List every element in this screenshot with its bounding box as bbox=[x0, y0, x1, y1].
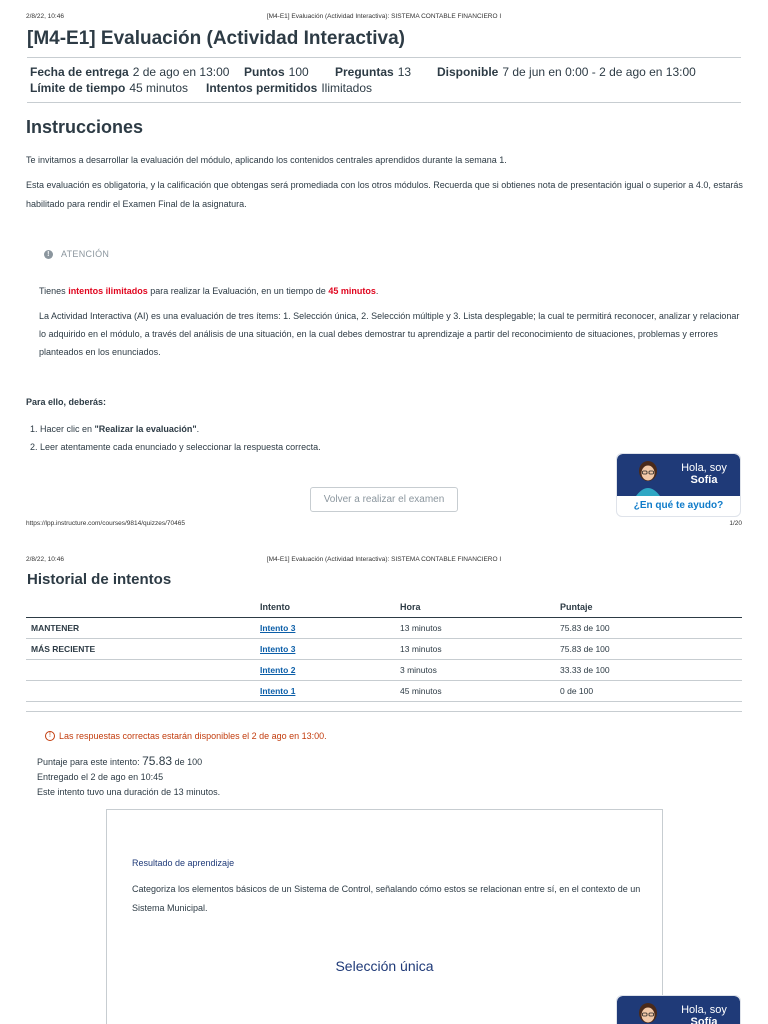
sofia-name: Sofía bbox=[690, 1016, 718, 1024]
info-icon: ! bbox=[44, 250, 53, 259]
attempt-cell bbox=[255, 638, 395, 659]
highlight-minutes: 45 minutos bbox=[328, 286, 376, 296]
due-label: Fecha de entrega bbox=[30, 65, 129, 79]
time-cell: 3 minutos bbox=[395, 659, 555, 680]
sofia-chat-widget[interactable] bbox=[616, 995, 741, 1024]
time-cell: 45 minutos bbox=[395, 680, 555, 701]
table-row bbox=[26, 659, 742, 680]
score-label: Puntaje para este intento: bbox=[37, 757, 143, 767]
questions-label: Preguntas bbox=[335, 65, 394, 79]
text: Tienes bbox=[39, 286, 69, 296]
instructions-paragraph: Te invitamos a desarrollar la evaluación del módulo, aplicando los contenidos centrales aprendidos durante la semana 1. bbox=[26, 155, 507, 165]
text: . bbox=[196, 424, 200, 434]
row-label bbox=[26, 659, 255, 680]
print-title: [M4-E1] Evaluación (Actividad Interactiva): SISTEMA CONTABLE FINANCIERO I bbox=[266, 13, 502, 20]
attention-text: ATENCIÓN bbox=[61, 249, 110, 259]
divider bbox=[27, 102, 741, 103]
score-cell: 33.33 de 100 bbox=[555, 659, 742, 680]
attempts-value: Ilimitados bbox=[321, 81, 373, 95]
section-heading: Selección única bbox=[335, 958, 434, 974]
attention-label bbox=[44, 249, 109, 259]
sofia-greeting bbox=[673, 462, 735, 486]
score-cell: 0 de 100 bbox=[555, 680, 742, 701]
retake-quiz-button[interactable]: Volver a realizar el examen bbox=[310, 487, 458, 512]
attempts-allowed bbox=[206, 81, 372, 95]
highlight-unlimited: intentos ilimitados bbox=[68, 286, 148, 296]
points-label: Puntos bbox=[244, 65, 285, 79]
duration-line: Este intento tuvo una duración de 13 minutos. bbox=[37, 787, 221, 797]
print-title: [M4-E1] Evaluación (Actividad Interactiva): SISTEMA CONTABLE FINANCIERO I bbox=[266, 556, 502, 563]
step-item: 2. Leer atentamente cada enunciado y seleccionar la respuesta correcta. bbox=[30, 442, 321, 452]
print-footer bbox=[26, 520, 742, 527]
text: 1. Hacer clic en bbox=[30, 424, 95, 434]
correct-answers-notice bbox=[45, 731, 327, 741]
column-header-empty bbox=[26, 597, 255, 617]
time-limit-value: 45 minutos bbox=[129, 81, 189, 95]
available bbox=[437, 65, 696, 79]
time-limit-label: Límite de tiempo bbox=[30, 81, 126, 95]
row-label bbox=[26, 680, 255, 701]
activity-description: La Actividad Interactiva (AI) es una evaluación de tres ítems: 1. Selección única, 2. Selección múltiple y 3. Lista desplegable; la cual te permitirá reconocer, analizar y relacionar lo adquirido en el módulo, a través del análisis de una situación, en la cual debes demostrar tu aprendizaje a partir del reconocimiento de situaciones, problemas y errores planteados en los enunciados. bbox=[39, 311, 740, 357]
table-row bbox=[26, 617, 742, 638]
column-header: Hora bbox=[395, 597, 555, 617]
sofia-header bbox=[617, 454, 740, 496]
sofia-name: Sofía bbox=[690, 474, 718, 486]
attempt-link[interactable]: Intento 3 bbox=[260, 643, 296, 654]
instructions-heading: Instrucciones bbox=[26, 117, 144, 137]
time-cell: 13 minutos bbox=[395, 638, 555, 659]
time-cell: 13 minutos bbox=[395, 617, 555, 638]
score-cell: 75.83 de 100 bbox=[555, 617, 742, 638]
available-value: 7 de jun en 0:00 - 2 de ago en 13:00 bbox=[502, 65, 696, 79]
notice-text: Las respuestas correctas estarán disponibles el 2 de ago en 13:00. bbox=[59, 731, 327, 741]
attempt-link[interactable]: Intento 3 bbox=[260, 622, 296, 633]
attempt-cell bbox=[255, 617, 395, 638]
text: . bbox=[375, 286, 379, 296]
attempt-history-table bbox=[26, 597, 742, 702]
step-item bbox=[30, 420, 321, 438]
print-header bbox=[26, 13, 742, 20]
sofia-greeting bbox=[673, 1004, 735, 1024]
row-label: MÁS RECIENTE bbox=[26, 638, 255, 659]
score-cell: 75.83 de 100 bbox=[555, 638, 742, 659]
print-page-number: 1/20 bbox=[729, 520, 742, 527]
attempt-score-info bbox=[37, 754, 220, 800]
attempts-paragraph bbox=[39, 282, 744, 301]
para-ello-heading: Para ello, deberás: bbox=[26, 397, 107, 407]
sofia-header bbox=[617, 996, 740, 1024]
column-header: Puntaje bbox=[555, 597, 742, 617]
learning-outcome-title: Resultado de aprendizaje bbox=[132, 858, 235, 868]
page-title: [M4-E1] Evaluación (Actividad Interactiva) bbox=[27, 28, 405, 49]
print-url: https://lpp.instructure.com/courses/9814/quizzes/70465 bbox=[26, 520, 185, 527]
warning-icon: ! bbox=[45, 731, 55, 741]
attempt-cell bbox=[255, 680, 395, 701]
text: para realizar la Evaluación, en un tiempo de bbox=[147, 286, 329, 296]
due-date bbox=[30, 65, 229, 79]
table-header-row bbox=[26, 597, 742, 617]
questions-value: 13 bbox=[397, 65, 412, 79]
sofia-avatar-icon bbox=[633, 1000, 663, 1024]
points bbox=[244, 65, 309, 79]
attempt-cell bbox=[255, 659, 395, 680]
questions bbox=[335, 65, 411, 79]
row-label: MANTENER bbox=[26, 617, 255, 638]
sofia-hola: Hola, soy bbox=[681, 1004, 727, 1016]
column-header: Intento bbox=[255, 597, 395, 617]
sofia-chat-widget[interactable] bbox=[616, 453, 741, 517]
due-value: 2 de ago en 13:00 bbox=[132, 65, 230, 79]
submitted-line: Entregado el 2 de ago en 10:45 bbox=[37, 772, 164, 782]
learning-outcome-box bbox=[106, 809, 663, 1024]
available-label: Disponible bbox=[437, 65, 499, 79]
sofia-help-link[interactable]: ¿En qué te ayudo? bbox=[633, 500, 724, 511]
score-value: 75.83 bbox=[142, 754, 173, 768]
score-suffix: de 100 bbox=[172, 757, 203, 767]
time-limit bbox=[30, 81, 188, 95]
step-highlight: "Realizar la evaluación" bbox=[94, 424, 197, 434]
attempt-link[interactable]: Intento 1 bbox=[260, 685, 296, 696]
divider bbox=[26, 711, 742, 712]
attempts-label: Intentos permitidos bbox=[206, 81, 318, 95]
attempt-history-heading: Historial de intentos bbox=[27, 571, 172, 588]
points-value: 100 bbox=[288, 65, 309, 79]
table-row bbox=[26, 638, 742, 659]
sofia-hola: Hola, soy bbox=[681, 462, 727, 474]
print-date: 2/8/22, 10:46 bbox=[26, 13, 64, 20]
sofia-avatar-icon bbox=[633, 458, 663, 496]
attempt-link[interactable]: Intento 2 bbox=[260, 664, 296, 675]
score-line bbox=[37, 754, 220, 770]
learning-outcome-text: Categoriza los elementos básicos de un Sistema de Control, señalando cómo estos se relacionan entre sí, en el contexto de un Sistema Municipal. bbox=[132, 884, 641, 913]
instructions-paragraph: Esta evaluación es obligatoria, y la calificación que obtengas será promediada con los otros módulos. Recuerda que si obtienes nota de presentación igual o superior a 4.0, estarás habilitado para rendir el Examen Final de la asignatura. bbox=[26, 180, 743, 209]
print-date: 2/8/22, 10:46 bbox=[26, 556, 64, 563]
steps-list bbox=[30, 420, 321, 456]
table-row bbox=[26, 680, 742, 701]
print-header bbox=[26, 556, 742, 563]
divider bbox=[27, 57, 741, 58]
